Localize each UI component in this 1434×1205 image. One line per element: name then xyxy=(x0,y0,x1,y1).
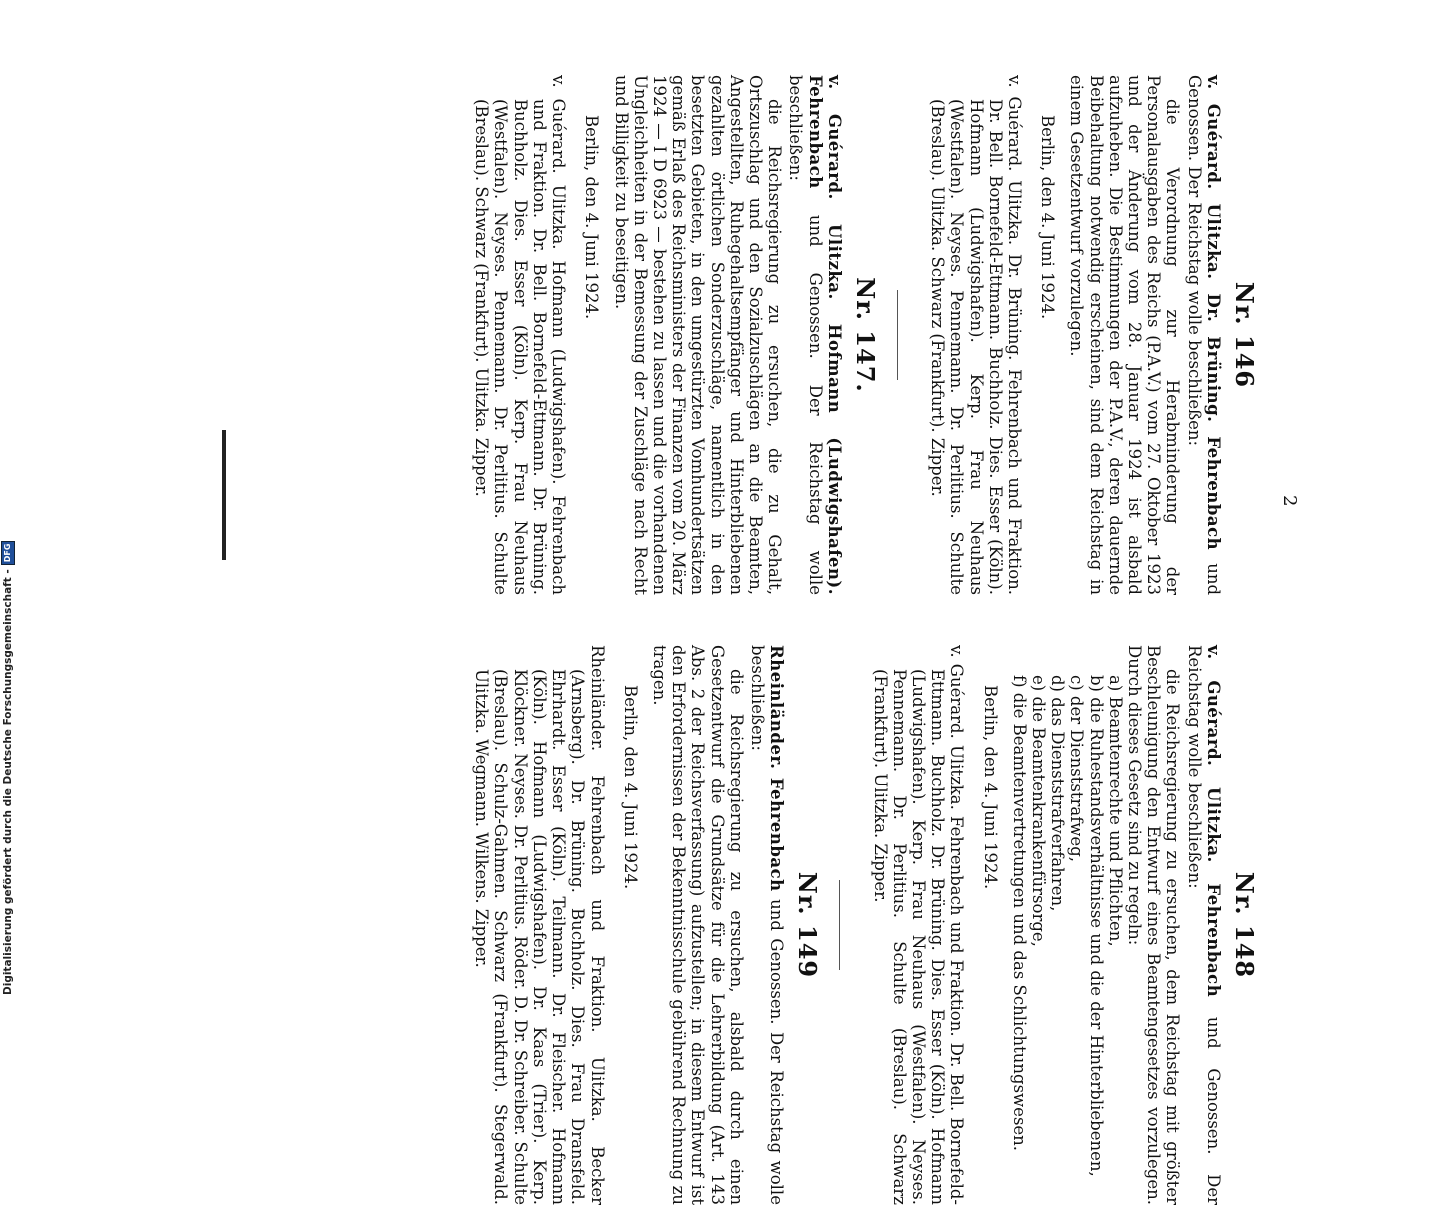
list-item: b) die Ruhestandsverhältnisse und die der Hinterbliebenen, xyxy=(1086,675,1106,1177)
motion-intro xyxy=(1184,645,1222,1205)
motion-intro xyxy=(1184,75,1222,595)
left-column xyxy=(442,75,1260,595)
motion-148 xyxy=(870,645,1259,1205)
motion-signers: v. Guérard. Ulitzka. Hofmann (Ludwigshafen). Fehrenbach und Fraktion. Dr. Bell. Bornefeld-Ettmann. Dr. Brüning. Buchholz. Dies. Esser (Köln). Kerp. Frau Neuhaus (Westfalen). Neyses. Pennemann. Dr. Perlitius. Schulte (Breslau). Schwarz (Frankfurt). Ulitzka. Zipper. xyxy=(472,75,569,595)
motion-body: die Reichsregierung zu ersuchen, alsbald durch einen Gesetzentwurf die Grundsätze für die Lehrerbildung (Art. 143 Abs. 2 der Reichsverfassung) aufzustellen; in diesem Entwurf ist den Erfordernissen der Bekenntnisschule gebührend Rechnung zu tragen. xyxy=(649,645,746,1205)
motion-signers: v. Guérard. Ulitzka. Dr. Brüning. Fehrenbach und Fraktion. Dr. Bell. Bornefeld-Ettmann. Buchholz. Dies. Esser (Köln). Hofmann (Ludwigshafen). Kerp. Frau Neuhaus (Westfalen). Neyses. Pennemann. Dr. Perlitius. Schulte (Breslau). Ulitzka. Schwarz (Frankfurt). Zipper. xyxy=(928,75,1024,595)
dfg-logo: DFG xyxy=(1,541,15,566)
motion-sponsors: v. Guérard. Ulitzka. Dr. Brüning. Fehrenbach xyxy=(1203,75,1223,551)
document-page xyxy=(130,75,1310,1205)
motion-date: Berlin, den 4. Juni 1924. xyxy=(582,115,602,320)
divider xyxy=(897,290,898,380)
motion-147 xyxy=(472,75,880,595)
motion-intro-text: und Genossen. Der Reichstag wolle beschließen: xyxy=(1184,75,1223,596)
list-item: e) die Beamtenkrankenfürsorge, xyxy=(1028,675,1048,947)
motion-body: die Verordnung zur Herabminderung der Personalausgaben des Reichs (P.A.V.) vom 27. Oktober 1923 und der Änderung vom 28. Januar 1924 ist alsbald aufzuheben. Die Bestimmungen der P.A.V., deren dauernde Beibehaltung notwendig erscheinen, sind dem Reichstag in einem Gesetzentwurf vorzulegen. xyxy=(1067,75,1183,595)
motion-sponsors: v. Guérard. Ulitzka. Fehrenbach xyxy=(1203,645,1223,998)
divider xyxy=(839,880,840,970)
right-column xyxy=(442,645,1260,1205)
page-number: 2 xyxy=(1279,495,1300,507)
motion-sponsors: v. Guérard. Ulitzka. Hofmann (Ludwigshafen). Fehrenbach xyxy=(805,75,844,595)
motion-heading: Nr. 149 xyxy=(793,871,823,979)
motion-intro xyxy=(748,645,786,1205)
digitization-credit xyxy=(0,543,16,995)
page-end-rule xyxy=(222,430,226,560)
motion-signers: Rheinländer. Fehrenbach und Fraktion. Ulitzka. Becker (Arnsberg). Dr. Brüning. Buchholz. Dies. Frau Dransfeld. Ehrhardt. Esser (Köln). Teilmann. Dr. Fleischer. Hofmann (Köln). Hofmann (Ludwigshafen). Dr. Kaas (Trier). Kerp. Klöckner. Neyses. Dr. Perlitius. Röder. D. Dr. Schreiber. Schulte (Breslau). Schulz-Gahmen. Schwarz (Frankfurt). Stegerwald. Ulitzka. Wegmann. Wilkens. Zipper. xyxy=(472,645,607,1205)
list-item: c) der Dienststrafweg, xyxy=(1067,675,1087,863)
motion-body: die Reichsregierung zu ersuchen, dem Reichstag mit größter Beschleunigung den Entwurf eines Beamtengesetzes vorzulegen. Durch dieses Gesetz sind zu regeln: xyxy=(1124,645,1183,1205)
motion-signers: v. Guérard. Ulitzka. Fehrenbach und Fraktion. Dr. Bell. Bornefeld-Ettmann. Buchholz. Dr. Brüning. Dies. Esser (Köln). Hofmann (Ludwigshafen). Kerp. Frau Neuhaus (Westfalen). Neyses. Pennemann. Dr. Perlitius. Schulte (Breslau). Schwarz (Frankfurt). Ulitzka. Zipper. xyxy=(870,645,967,1205)
list-item: a) Beamtenrechte und Pflichten, xyxy=(1105,675,1125,947)
motion-sponsors: Rheinländer. Fehrenbach xyxy=(767,645,787,892)
motion-149 xyxy=(472,645,823,1205)
motion-item-list xyxy=(1010,645,1125,1205)
motion-intro-text: und Genossen. Der Reichstag wolle beschließen: xyxy=(1184,645,1223,1205)
motion-date: Berlin, den 4. Juni 1924. xyxy=(980,685,1000,890)
list-item: f) die Beamtenvertretungen und das Schlichtungswesen. xyxy=(1009,675,1029,1152)
list-item: d) das Dienststrafverfahren, xyxy=(1048,675,1068,912)
motion-heading: Nr. 146 xyxy=(1230,281,1259,389)
motion-date: Berlin, den 4. Juni 1924. xyxy=(1038,115,1058,320)
motion-intro-text: und Genossen. Der Reichstag wolle beschließen: xyxy=(786,75,825,595)
credit-text: Digitalisierung gefördert durch die Deutsche Forschungsgemeinschaft - xyxy=(2,569,14,995)
motion-intro xyxy=(786,75,844,595)
motion-intro-text: und Genossen. Der Reichstag wolle beschließen: xyxy=(747,645,787,1205)
motion-date: Berlin, den 4. Juni 1924. xyxy=(620,685,640,890)
motion-146 xyxy=(928,75,1259,596)
motion-heading: Nr. 147. xyxy=(850,277,880,393)
motion-body: die Reichsregierung zu ersuchen, die zu Gehalt, Ortszuschlag und den Sozialzuschlägen an die Beamten, Angestellten, Ruhegehaltsempfänger und Hinterbliebenen gezahlten örtlichen Sonderzuschläge, namentlich in den besetzten Gebieten, in den umgestürzten Vomhundertsätzen gemäß Erlaß des Reichsministers der Finanzen vom 20. März 1924 — I D 6923 — bestehen zu lassen und die vorhandenen Ungleichheiten in der Bemessung der Zuschläge nach Recht und Billigkeit zu beseitigen. xyxy=(611,75,785,595)
motion-heading: Nr. 148 xyxy=(1230,871,1259,979)
